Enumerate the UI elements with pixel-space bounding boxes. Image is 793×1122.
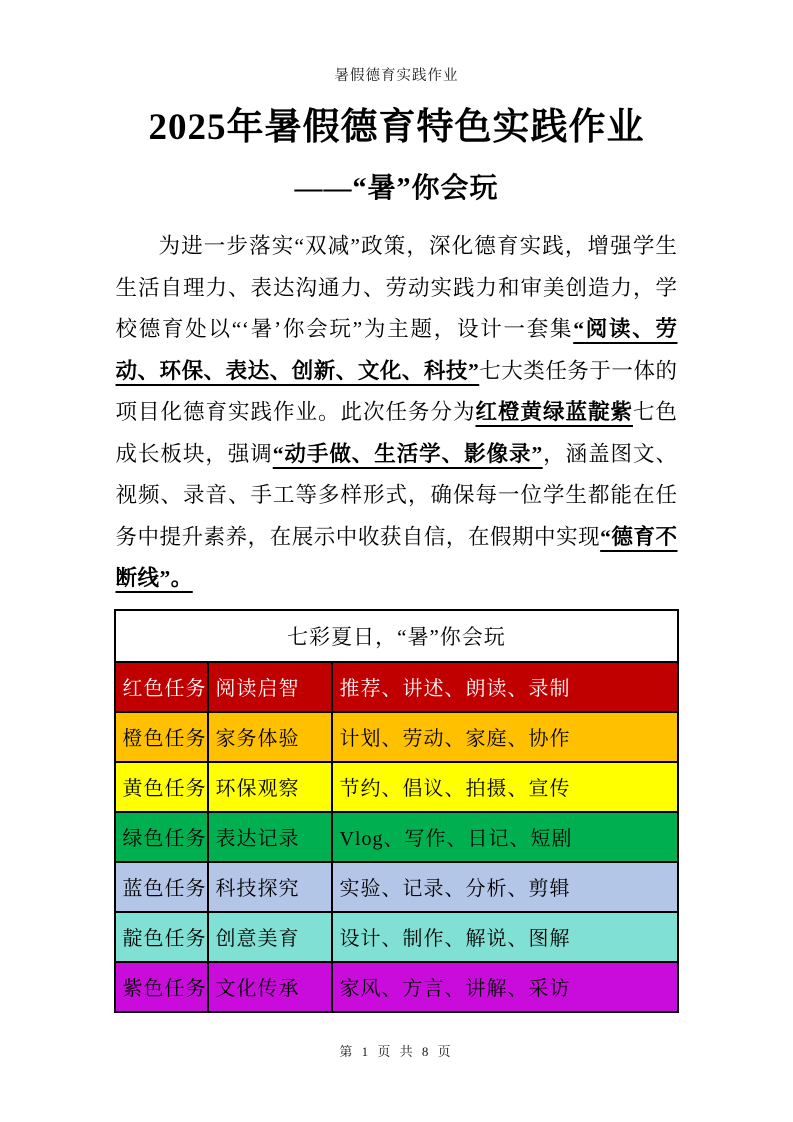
paragraph-segment: “阅读、劳动、环保、表达、创新、文化、科技” bbox=[115, 317, 678, 383]
table-row bbox=[115, 762, 677, 812]
paragraph-segment: 七大类任务于一体的项目化德育实践作业。此次任务分为 bbox=[115, 358, 678, 425]
task-theme-cell: 家务体验 bbox=[208, 712, 332, 762]
intro-paragraph bbox=[116, 226, 678, 600]
table-caption-row bbox=[115, 610, 677, 662]
task-items-cell: 推荐、讲述、朗读、录制 bbox=[332, 662, 677, 712]
task-items-cell: Vlog、写作、日记、短剧 bbox=[332, 812, 677, 862]
task-items-cell: 实验、记录、分析、剪辑 bbox=[332, 862, 677, 912]
task-color-label-cell: 靛色任务 bbox=[115, 912, 208, 962]
paragraph-segment: 红橙黄绿蓝靛紫 bbox=[475, 400, 633, 425]
paragraph-segment: 为进一步落实“双减”政策，深化德育实践，增强学生生活自理力、表达沟通力、劳动实践力和审美创造力，学校德育处以“‘暑’你会玩”为主题，设计一套集 bbox=[115, 234, 678, 342]
task-items-cell: 节约、倡议、拍摄、宣传 bbox=[332, 762, 677, 812]
task-color-label-cell: 蓝色任务 bbox=[115, 862, 208, 912]
task-color-label-cell: 紫色任务 bbox=[115, 962, 208, 1012]
seven-color-task-table bbox=[114, 609, 678, 1013]
paragraph-segment: “德育不断线”。 bbox=[115, 524, 678, 591]
paragraph-segment: 七色成长板块，强调 bbox=[115, 400, 678, 466]
task-color-label-cell: 橙色任务 bbox=[115, 712, 208, 762]
task-items-cell: 家风、方言、讲解、采访 bbox=[332, 962, 677, 1012]
task-color-label-cell: 绿色任务 bbox=[115, 812, 208, 862]
task-theme-cell: 表达记录 bbox=[208, 812, 332, 862]
table-row bbox=[115, 862, 677, 912]
table-row bbox=[115, 962, 677, 1012]
task-theme-cell: 科技探究 bbox=[208, 862, 332, 912]
task-color-label-cell: 黄色任务 bbox=[115, 762, 208, 812]
table-row bbox=[115, 912, 677, 962]
paragraph-segment: “动手做、生活学、影像录” bbox=[272, 441, 543, 466]
task-theme-cell: 文化传承 bbox=[208, 962, 332, 1012]
task-items-cell: 计划、劳动、家庭、协作 bbox=[332, 712, 677, 762]
task-color-label-cell: 红色任务 bbox=[115, 662, 208, 712]
page-number-indicator: 第 1 页 共 8 页 bbox=[339, 1044, 454, 1059]
page-header-text: 暑假德育实践作业 bbox=[334, 68, 459, 84]
document-subtitle: ——“暑”你会玩 bbox=[294, 173, 499, 205]
document-title: 2025年暑假德育特色实践作业 bbox=[148, 107, 645, 148]
task-theme-cell: 阅读启智 bbox=[208, 662, 332, 712]
table-row bbox=[115, 712, 677, 762]
paragraph-segment: ，涵盖图文、视频、录音、手工等多样形式，确保每一位学生都能在任务中提升素养，在展示中收获自信，在假期中实现 bbox=[115, 441, 678, 549]
task-items-cell: 设计、制作、解说、图解 bbox=[332, 912, 677, 962]
task-theme-cell: 创意美育 bbox=[208, 912, 332, 962]
table-row bbox=[115, 662, 677, 712]
task-theme-cell: 环保观察 bbox=[208, 762, 332, 812]
table-caption: 七彩夏日，“暑”你会玩 bbox=[115, 610, 677, 662]
table-row bbox=[115, 812, 677, 862]
